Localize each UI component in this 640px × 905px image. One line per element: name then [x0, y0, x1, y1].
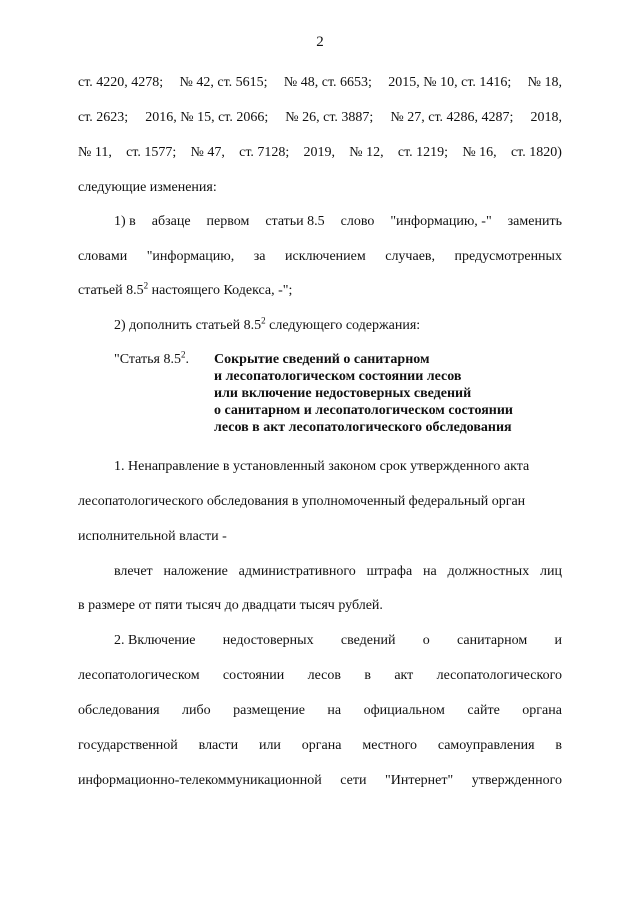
- text-line: [78, 772, 562, 790]
- text-segment: ст. 7128;: [239, 145, 290, 160]
- text-segment: информационно-телекоммуникационной: [78, 773, 322, 788]
- text-segment: размещение: [233, 703, 305, 718]
- text-segment: лесов: [307, 668, 341, 683]
- text-segment: 2016, № 15, ст. 2066;: [145, 110, 269, 125]
- text-segment: заменить: [507, 214, 562, 229]
- text-line: [78, 667, 562, 685]
- text-segment: о: [422, 633, 430, 648]
- text-line: [114, 563, 562, 581]
- superscript: 2: [143, 280, 149, 291]
- text-segment: абзаце: [151, 214, 191, 229]
- text-line: следующие изменения:: [78, 180, 217, 195]
- text-segment: следующего содержания:: [265, 318, 421, 333]
- text-segment: санитарном: [457, 633, 528, 648]
- text-segment: органа: [522, 703, 562, 718]
- text-segment: и: [554, 633, 562, 648]
- text-segment: статьей 8.5: [78, 283, 144, 298]
- text-segment: должностных: [447, 564, 530, 579]
- superscript: 2: [180, 349, 186, 360]
- text-segment: ст. 2623;: [78, 110, 129, 125]
- text-segment: предусмотренных: [454, 249, 562, 264]
- text-segment: исключением: [284, 249, 366, 264]
- text-segment: первом: [206, 214, 250, 229]
- text-line: в размере от пяти тысяч до двадцати тысяч рублей.: [78, 598, 383, 613]
- text-line: лесопатологического обследования в уполномоченный федеральный орган: [78, 494, 526, 509]
- text-segment: официальном: [363, 703, 445, 718]
- text-segment: органа: [301, 738, 342, 753]
- text-segment: словами: [78, 249, 128, 264]
- text-line: 1. Ненаправление в установленный законом срок утвержденного акта: [114, 459, 530, 474]
- text-segment: № 42, ст. 5615;: [179, 75, 268, 90]
- text-segment: "информацию, -": [390, 214, 492, 229]
- article-title-line: о санитарном и лесопатологическом состоянии: [214, 403, 513, 418]
- text-segment: № 18,: [527, 75, 562, 90]
- text-segment: власти: [198, 738, 239, 753]
- text-segment: местного: [362, 738, 417, 753]
- text-segment: "информацию,: [146, 249, 235, 264]
- text-line: [114, 213, 562, 231]
- text-line: [114, 317, 562, 335]
- text-line: [78, 737, 562, 755]
- text-segment: № 16,: [462, 145, 497, 160]
- text-segment: за: [253, 249, 266, 264]
- text-segment: сайте: [467, 703, 500, 718]
- text-line: [78, 248, 562, 266]
- text-segment: в: [555, 738, 562, 753]
- text-segment: "Интернет": [385, 773, 454, 788]
- text-segment: настоящего Кодекса, -";: [148, 283, 293, 298]
- text-segment: ст. 1219;: [397, 145, 449, 160]
- text-segment: лесопатологического: [436, 668, 562, 683]
- text-segment: в: [364, 668, 371, 683]
- article-title-line: или включение недостоверных сведений: [214, 386, 472, 401]
- article-title: [214, 351, 564, 436]
- text-segment: недостоверных: [222, 633, 314, 648]
- text-line: [78, 109, 562, 127]
- text-line: [78, 702, 562, 720]
- text-segment: утвержденного: [471, 773, 562, 788]
- text-line: [78, 144, 562, 162]
- page-number: 2: [316, 34, 324, 50]
- text-segment: либо: [182, 703, 211, 718]
- text-segment: 2015, № 10, ст. 1416;: [388, 75, 512, 90]
- text-segment: лиц: [540, 564, 562, 579]
- article-title-line: Сокрытие сведений о санитарном: [214, 352, 430, 367]
- article-title-line: и лесопатологическом состоянии лесов: [214, 369, 462, 384]
- text-segment: слово: [340, 214, 375, 229]
- text-segment: № 48, ст. 6653;: [283, 75, 372, 90]
- text-segment: штрафа: [366, 564, 413, 579]
- text-segment: обследования: [78, 703, 160, 718]
- text-segment: государственной: [78, 738, 178, 753]
- text-segment: состоянии: [222, 668, 285, 683]
- text-segment: № 26, ст. 3887;: [285, 110, 374, 125]
- text-segment: ст. 1820): [510, 145, 562, 160]
- text-segment: .: [185, 352, 189, 367]
- text-segment: № 27, ст. 4286, 4287;: [390, 110, 514, 125]
- article-title-line: лесов в акт лесопатологического обследования: [214, 420, 512, 435]
- superscript: 2: [261, 315, 266, 326]
- text-segment: 2) дополнить статьей 8.5: [114, 318, 262, 333]
- text-segment: случаев,: [385, 249, 436, 264]
- text-segment: 1) в: [114, 214, 136, 229]
- text-segment: № 11,: [78, 145, 112, 160]
- text-segment: 2019,: [303, 145, 336, 160]
- text-segment: наложение: [163, 564, 228, 579]
- text-segment: "Статья 8.5: [114, 352, 181, 367]
- text-segment: № 47,: [190, 145, 225, 160]
- text-segment: на: [423, 564, 437, 579]
- text-segment: лесопатологическом: [78, 668, 200, 683]
- text-segment: или: [258, 738, 281, 753]
- text-line: [114, 632, 562, 650]
- text-segment: акт: [394, 668, 414, 683]
- text-segment: на: [327, 703, 342, 718]
- text-segment: сети: [340, 773, 367, 788]
- text-segment: сведений: [340, 633, 396, 648]
- text-line: [78, 74, 562, 92]
- text-segment: статьи 8.5: [265, 214, 325, 229]
- text-segment: административного: [238, 564, 356, 579]
- text-line: исполнительной власти -: [78, 529, 227, 544]
- text-segment: 2. Включение: [114, 633, 196, 648]
- text-segment: ст. 4220, 4278;: [78, 75, 164, 90]
- text-line: [78, 282, 562, 300]
- text-segment: самоуправления: [437, 738, 535, 753]
- text-segment: 2018,: [530, 110, 562, 125]
- article-label: [114, 351, 189, 369]
- text-segment: ст. 1577;: [126, 145, 177, 160]
- text-segment: № 12,: [349, 145, 384, 160]
- text-segment: влечет: [114, 564, 153, 579]
